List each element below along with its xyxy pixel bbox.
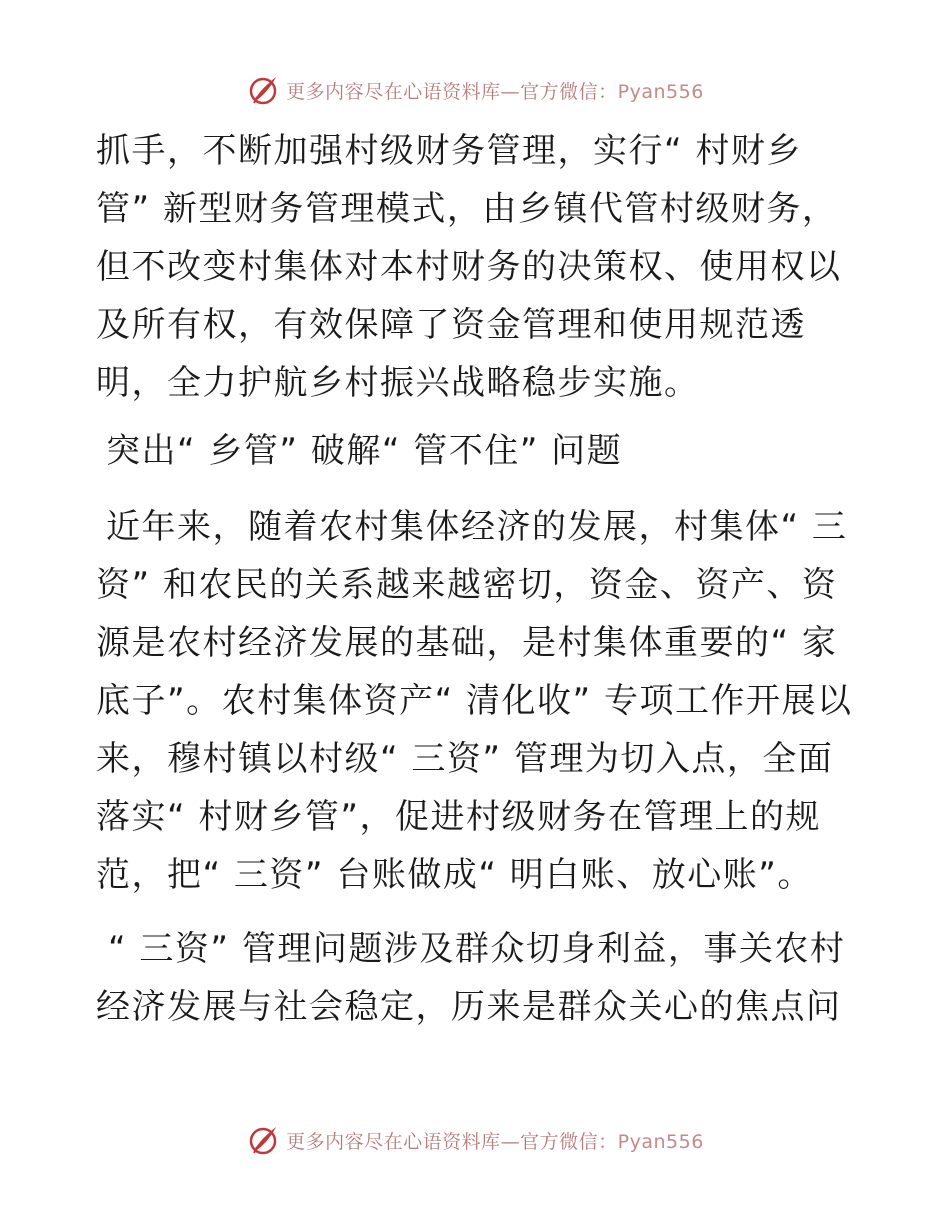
quill-pen-icon [246, 73, 280, 107]
watermark-header [0, 70, 950, 110]
paragraph: “ 三资” 管理问题涉及群众切身利益，事关农村经济发展与社会稳定，历来是群众关心的焦点问 [96, 929, 846, 1027]
document-body [96, 122, 854, 1036]
watermark-text: 更多内容尽在心语资料库—官方微信：Pyan556 [286, 80, 704, 103]
watermark-text: 更多内容尽在心语资料库—官方微信：Pyan556 [286, 1130, 704, 1153]
section-heading: 突出“ 乡管” 破解“ 管不住” 问题 [106, 431, 623, 471]
watermark-footer [0, 1120, 950, 1160]
paragraph: 近年来，随着农村集体经济的发展，村集体“ 三资” 和农民的关系越来越密切，资金、资产、资源是农村经济发展的基础，是村集体重要的“ 家底子”。农村集体资产“ 清化收” 专项工作开展以来，穆村镇以村级“ 三资” 管理为切入点，全面落实“ 村财乡管”，促进村级财务在管理上的规范，把“ 三资” 台账做成“ 明白账、放心账”。 [96, 507, 853, 895]
paragraph: 抓手，不断加强村级财务管理，实行“ 村财乡管” 新型财务管理模式，由乡镇代管村级财务，但不改变村集体对本村财务的决策权、使用权以及所有权，有效保障了资金管理和使用规范透明，全力护航乡村振兴战略稳步实施。 [96, 131, 842, 403]
quill-pen-icon [246, 1123, 280, 1157]
